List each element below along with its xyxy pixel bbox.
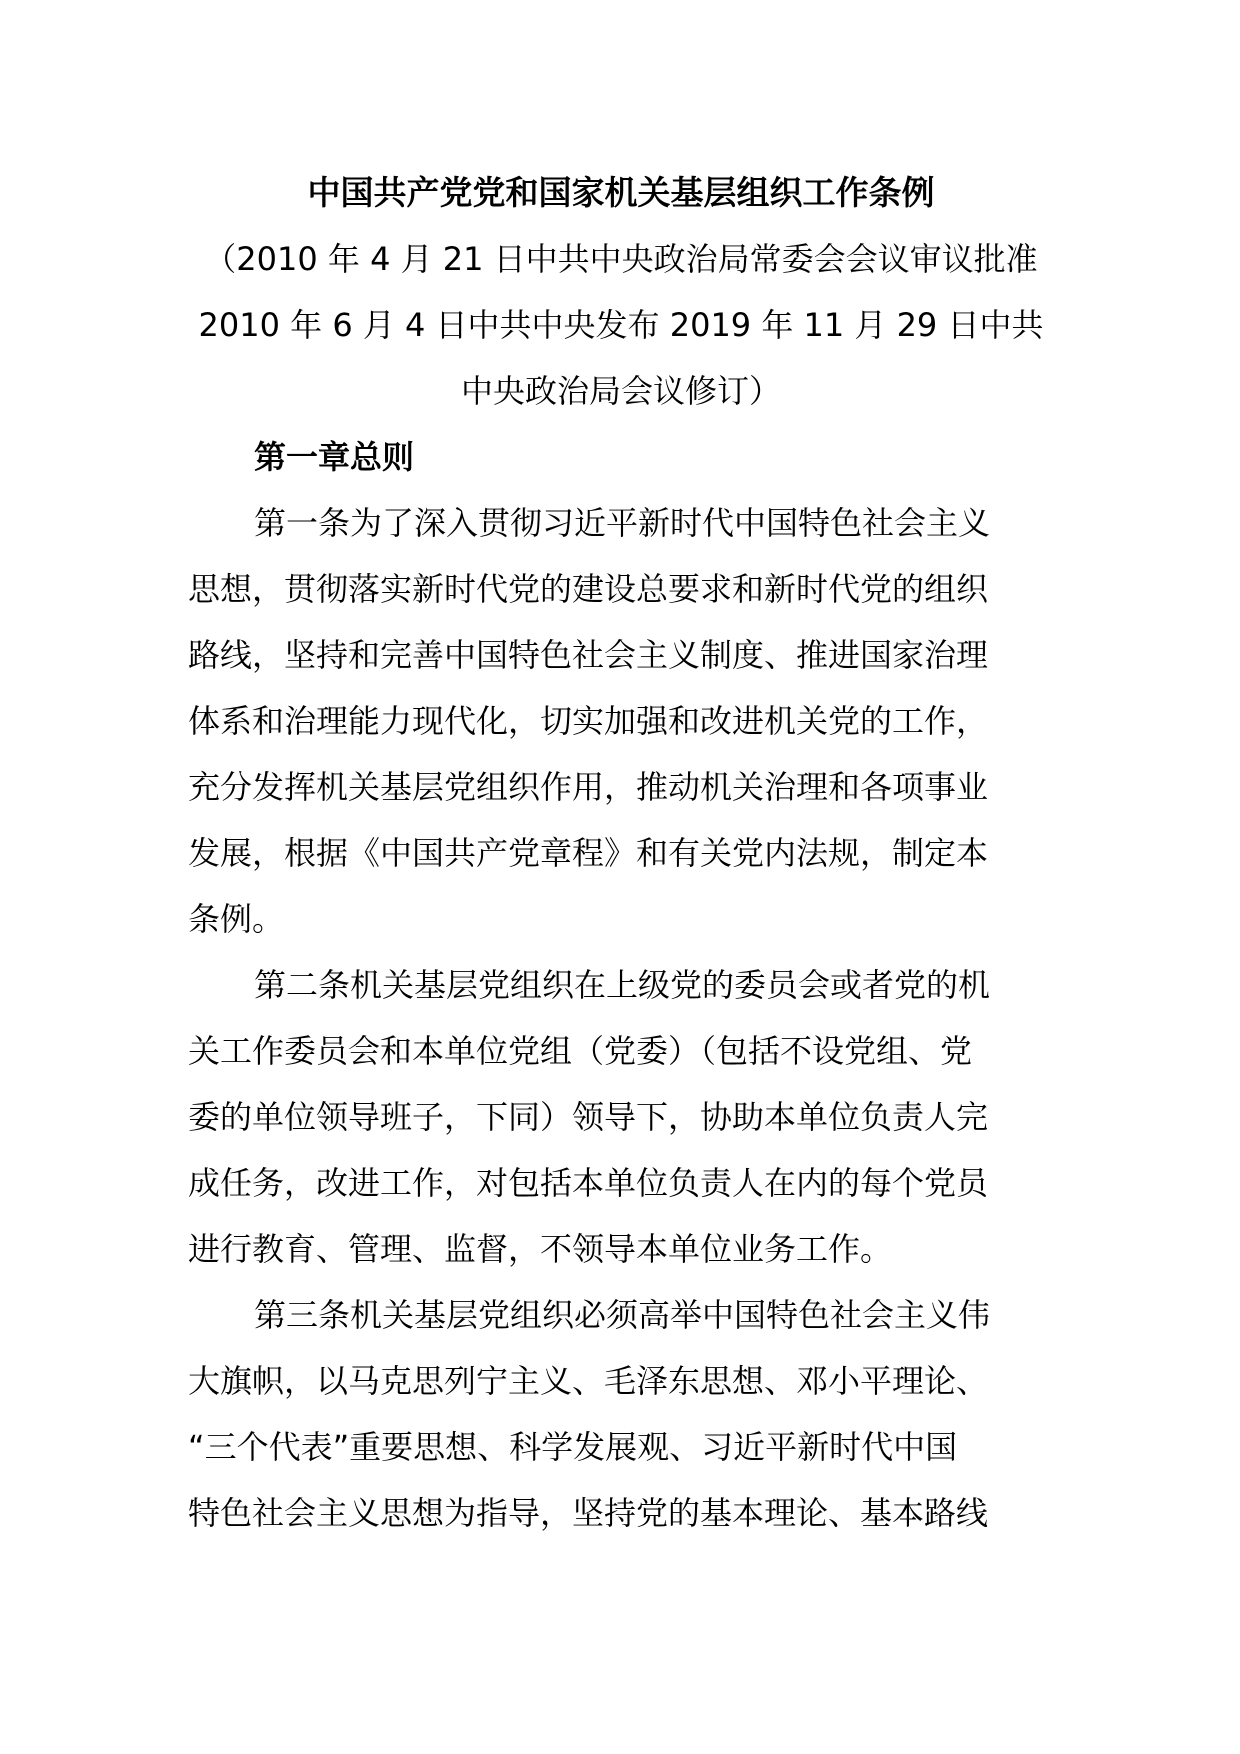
article-line: 充分发挥机关基层党组织作用，推动机关治理和各项事业: [188, 768, 989, 806]
article-line: 大旗帜，以马克思列宁主义、毛泽东思想、邓小平理论、: [188, 1362, 989, 1400]
approval-line: 中央政治局会议修订）: [460, 372, 781, 410]
chapter-heading: 第一章总则: [254, 438, 415, 476]
article-line: 体系和治理能力现代化，切实加强和改进机关党的工作，: [188, 702, 989, 740]
article-line: 第三条机关基层党组织必须高举中国特色社会主义伟: [254, 1296, 991, 1334]
article-line: 关工作委员会和本单位党组（党委）（包括不设党组、党: [188, 1032, 973, 1070]
article-3: [188, 1282, 1054, 1546]
document-title: 中国共产党党和国家机关基层组织工作条例: [307, 173, 935, 212]
approval-line: 2010 年 6 月 4 日中共中央发布 2019 年 11 月 29 日中共: [198, 306, 1044, 344]
article-line: 委的单位领导班子，下同）领导下，协助本单位负责人完: [188, 1098, 989, 1136]
article-line: 路线，坚持和完善中国特色社会主义制度、推进国家治理: [188, 636, 989, 674]
approval-note: [188, 226, 1054, 424]
approval-line: （2010 年 4 月 21 日中共中央政治局常委会会议审议批准: [204, 240, 1038, 278]
article-line: 第二条机关基层党组织在上级党的委员会或者党的机: [254, 966, 991, 1004]
article-2: [188, 952, 1054, 1282]
document-body: [188, 160, 1054, 1546]
article-line: 进行教育、管理、监督，不领导本单位业务工作。: [188, 1230, 893, 1268]
article-line: 特色社会主义思想为指导，坚持党的基本理论、基本路线: [188, 1494, 989, 1532]
article-line: 发展，根据《中国共产党章程》和有关党内法规，制定本: [188, 834, 989, 872]
article-line: 成任务，改进工作，对包括本单位负责人在内的每个党员: [188, 1164, 989, 1202]
article-line: 思想，贯彻落实新时代党的建设总要求和新时代党的组织: [188, 570, 989, 608]
article-line: 第一条为了深入贯彻习近平新时代中国特色社会主义: [254, 504, 991, 542]
article-line: 条例。: [188, 900, 285, 938]
article-line: “三个代表”重要思想、科学发展观、习近平新时代中国: [188, 1428, 958, 1466]
article-1: [188, 490, 1054, 952]
